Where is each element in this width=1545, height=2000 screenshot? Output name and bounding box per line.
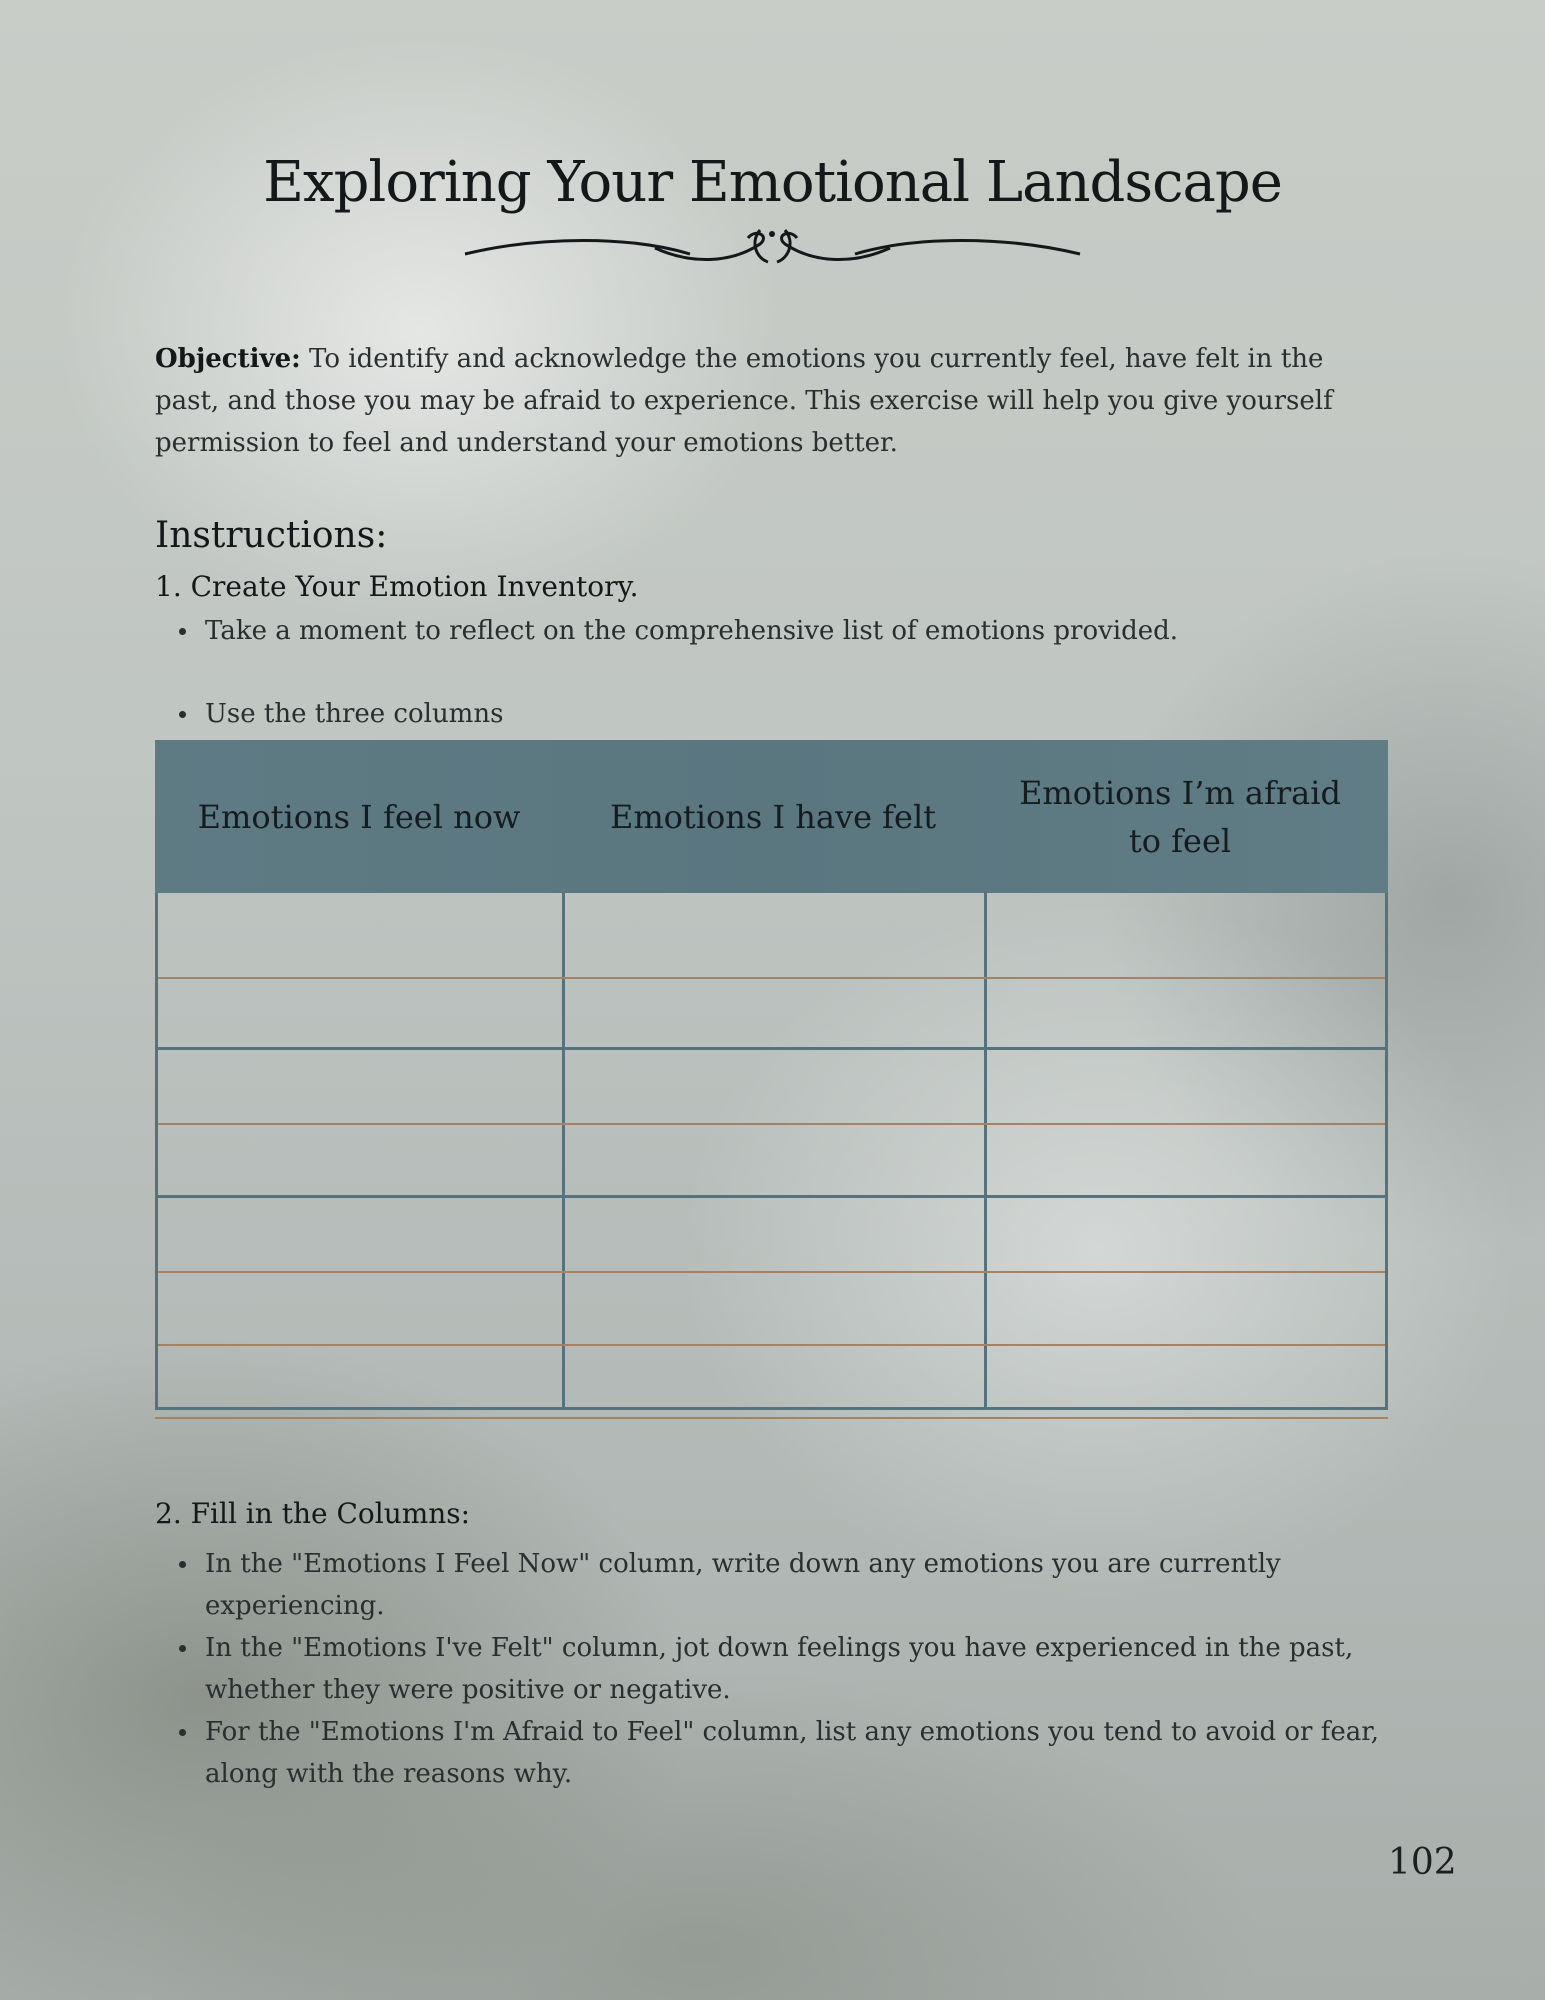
column-divider-1	[562, 893, 565, 1410]
step1-bullet-1: Take a moment to reflect on the comprehensive list of emotions provided.	[205, 610, 1395, 652]
objective-label: Objective:	[155, 344, 301, 374]
column-divider-2	[984, 893, 987, 1410]
step2-bullet-1: In the "Emotions I Feel Now" column, write down any emotions you are currently experiencing.	[205, 1543, 1395, 1627]
row-group-divider	[155, 1047, 1388, 1050]
writing-line	[158, 1271, 1385, 1273]
column-header-have-felt: Emotions I have felt	[609, 797, 937, 836]
step1-bullet-2: Use the three columns	[205, 693, 1395, 735]
step2-bullet-2: In the "Emotions I've Felt" column, jot down feelings you have experienced in the past, whether they were positive or negative.	[205, 1627, 1395, 1711]
step1-heading: 1. Create Your Emotion Inventory.	[155, 570, 639, 603]
table-border-left	[155, 893, 158, 1410]
page-number: 102	[1388, 1842, 1457, 1883]
writing-line	[158, 977, 1385, 979]
column-header-feel-now: Emotions I feel now	[197, 797, 521, 836]
table-underline	[155, 1417, 1388, 1419]
writing-line	[158, 1344, 1385, 1346]
objective-text: To identify and acknowledge the emotions you currently feel, have felt in the past, and those you may be afraid to experience. This exercise will help you give yourself permission to feel and understand your emotions better.	[155, 344, 1333, 458]
instructions-heading: Instructions:	[155, 515, 388, 556]
column-header-afraid-to-feel: Emotions I’m afraid to feel	[1019, 773, 1341, 860]
writing-line	[158, 1123, 1385, 1125]
page-title: Exploring Your Emotional Landscape	[263, 150, 1282, 215]
table-border-right	[1385, 893, 1388, 1410]
flourish-ornament	[460, 222, 1085, 272]
row-group-divider	[155, 1195, 1388, 1198]
table-border-bottom	[155, 1407, 1388, 1410]
step2-bullet-3: For the "Emotions I'm Afraid to Feel" column, list any emotions you tend to avoid or fear, along with the reasons why.	[205, 1711, 1395, 1795]
emotion-inventory-table	[155, 740, 1388, 1412]
step2-heading: 2. Fill in the Columns:	[155, 1497, 471, 1530]
objective-paragraph	[155, 338, 1395, 464]
